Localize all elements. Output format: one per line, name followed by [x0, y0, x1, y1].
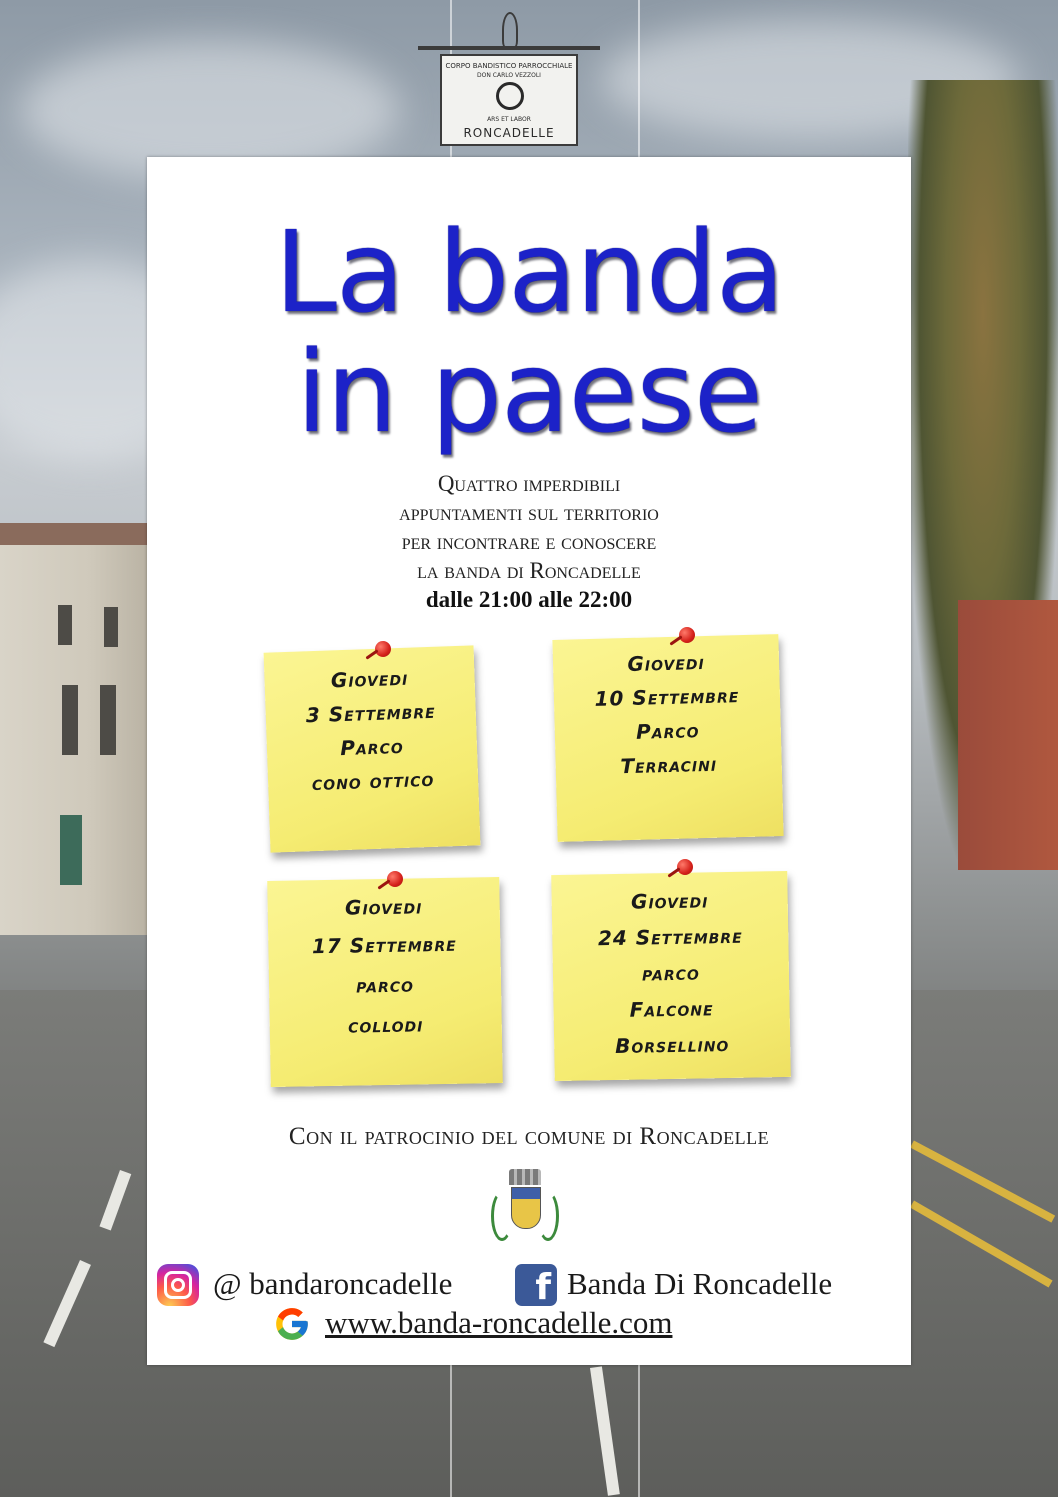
banner-line2: DON CARLO VEZZOLI: [477, 72, 541, 79]
instagram-icon[interactable]: [157, 1264, 199, 1306]
title-line1: La banda: [274, 208, 784, 338]
subtitle-line4: la banda di Roncadelle: [417, 558, 641, 583]
band-banner-emblem: [418, 12, 600, 148]
instagram-handle[interactable]: @ bandaroncadelle: [213, 1266, 453, 1301]
event-note-1: [264, 645, 481, 852]
google-icon[interactable]: [273, 1305, 311, 1343]
event-4-place-name: Falcone: [629, 996, 714, 1022]
event-4-day: Giovedi: [630, 888, 709, 914]
event-1-place-name: cono ottico: [311, 766, 435, 796]
event-2-date: 10 Settembre: [594, 683, 740, 711]
event-note-2: [552, 634, 783, 842]
pin-icon: [679, 627, 695, 643]
poster-card: [147, 157, 911, 1365]
banner-line1: CORPO BANDISTICO PARROCCHIALE: [445, 62, 573, 70]
event-1-place-type: Parco: [339, 733, 405, 761]
lyre-icon: [496, 82, 524, 110]
banner-motto: ARS ET LABOR: [487, 116, 531, 123]
pin-icon: [677, 859, 693, 875]
event-2-day: Giovedi: [627, 650, 705, 677]
event-4-date: 24 Settembre: [597, 923, 743, 951]
event-3-day: Giovedi: [344, 894, 423, 920]
facebook-icon[interactable]: f: [515, 1264, 557, 1306]
event-1-day: Giovedi: [330, 665, 409, 693]
subtitle-line2: appuntamenti sul territorio: [399, 500, 659, 525]
coat-of-arms-icon: [489, 1167, 561, 1255]
event-2-place-name: Terracini: [620, 751, 718, 779]
event-2-place-type: Parco: [635, 718, 700, 744]
banner-town: RONCADELLE: [463, 126, 555, 140]
title-line2: in paese: [296, 328, 762, 458]
event-3-place-type: parco: [355, 972, 415, 998]
pin-icon: [375, 641, 391, 657]
event-1-date: 3 Settembre: [305, 698, 437, 728]
event-note-4: [551, 871, 791, 1081]
event-time: dalle 21:00 alle 22:00: [425, 587, 633, 612]
subtitle-line1: Quattro imperdibili: [437, 471, 621, 496]
patronage-text: Con il patrocinio del comune di Roncadelle: [288, 1123, 770, 1150]
facebook-page[interactable]: Banda Di Roncadelle: [567, 1266, 833, 1301]
event-3-date: 17 Settembre: [311, 931, 457, 959]
subtitle-line3: per incontrare e conoscere: [401, 529, 657, 554]
event-4-place-name-2: Borsellino: [614, 1031, 730, 1058]
website-link[interactable]: www.banda-roncadelle.com: [325, 1305, 673, 1340]
pin-icon: [387, 871, 403, 887]
event-4-place-type: parco: [641, 960, 701, 986]
event-3-place-name: collodi: [347, 1012, 424, 1038]
event-note-3: [267, 877, 503, 1087]
